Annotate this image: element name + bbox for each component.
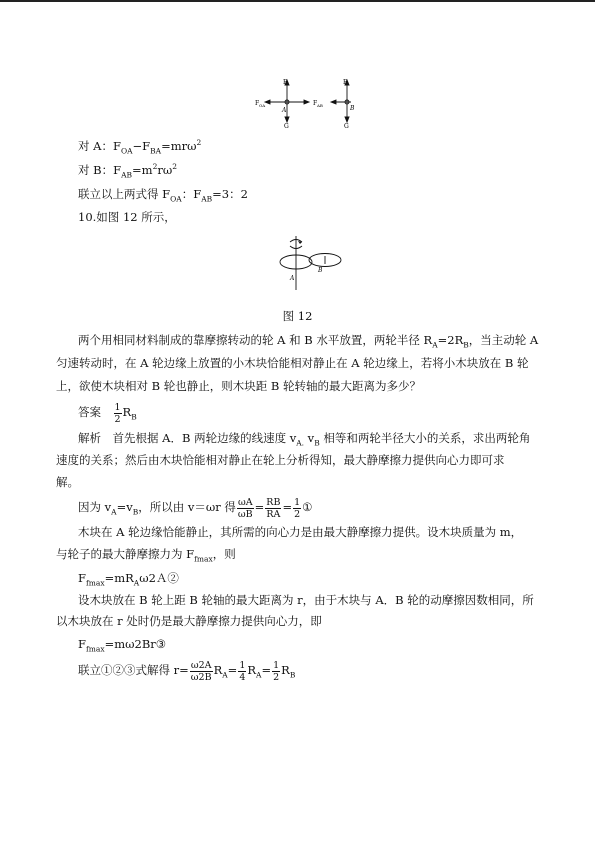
top-rule: [0, 0, 595, 2]
wheels-figure: [276, 232, 346, 292]
eq-combined: 联立以上两式得 $F_{OA}$：$F_{AB}=3$：2: [78, 187, 248, 204]
solution-line-5: 与轮子的最大静摩擦力为 $F_{fmax}$，则: [56, 547, 236, 564]
problem-number: 10.如图 12 所示，: [78, 210, 176, 224]
solution-line-2: 速度的关系；然后由木块恰能相对静止在轮上分析得知，最大静摩擦力提供向心力即可求: [56, 453, 505, 467]
figure-caption: 图 12: [282, 309, 313, 323]
equation-4: 联立①②③式解得 r= $\frac{\omega 2A}{\omega 2B}$ $R_A=$ $\frac{1}{4}$ $R_A=$ $\frac{1}{2}$ $R_B$: [78, 659, 296, 683]
fig2-label-a: A: [290, 275, 295, 282]
fig1-fb: F: [313, 100, 318, 107]
problem-line-2: 匀速转动时，在 A 轮边缘上放置的小木块恰能相对静止在 A 轮边缘上，若将小木块放在 B 轮: [56, 356, 529, 370]
equation-1: 因为 $v_A=v_B$，所以由 v＝ωr 得 $\frac{\omega A}{\omega B}$ = $\frac{RB}{RA}$ = $\frac{1}{2}$ ①: [78, 496, 313, 520]
fig1-label-b: B: [350, 105, 355, 112]
answer: 答案 $\frac{1}{2}$ $R_B$: [78, 401, 137, 425]
solution-line-6: 设木块放在 B 轮上距 B 轮轴的最大距离为 r，由于木块与 A．B 轮的动摩擦因数相同，所: [78, 593, 534, 607]
eq-a: 对 A：$F_{OA}-F_{BA}=mr\omega^2$: [78, 138, 202, 156]
fig2-label-b: B: [318, 267, 323, 274]
fig1-fa: F: [255, 100, 260, 107]
solution-line-7: 以木块放在 r 处时仍是最大静摩擦力提供向心力，即: [56, 614, 322, 628]
fig1-fn-a: F: [283, 79, 288, 86]
fig1-fb-sub: AB: [317, 103, 323, 108]
solution-line-3: 解。: [56, 475, 79, 489]
fig1-label-a: A: [282, 107, 287, 114]
fig1-g-b: G: [344, 123, 349, 130]
fig1-fn-b: F: [343, 79, 348, 86]
force-diagram: [255, 76, 365, 130]
solution-line-4: 木块在 A 轮边缘恰能静止，其所需的向心力是由最大静摩擦力提供。设木块质量为 m，: [78, 525, 523, 539]
fig1-g-a: G: [284, 123, 289, 130]
eq-b: 对 B：$F_{AB}=m^2r\omega^2$: [78, 162, 178, 180]
fig1-fa-sub: OA: [259, 103, 266, 108]
equation-2: $F_{fmax}=mR_A\omega 2A②$: [78, 571, 179, 588]
problem-line-3: 上，欲使木块相对 B 轮也静止，则木块距 B 轮转轴的最大距离为多少？: [56, 379, 422, 393]
equation-3: $F_{fmax}=m\omega 2Br③$: [78, 637, 167, 654]
solution-line-1: 解析 首先根据 A．B 两轮边缘的线速度 $v_{A.}$ $v_B$ 相等和两轮半径大小的关系，求出两轮角: [78, 431, 531, 448]
problem-line-1: 两个用相同材料制成的靠摩擦转动的轮 A 和 B 水平放置，两轮半径 $R_A=2R_B$，当主动轮 A: [78, 333, 539, 350]
